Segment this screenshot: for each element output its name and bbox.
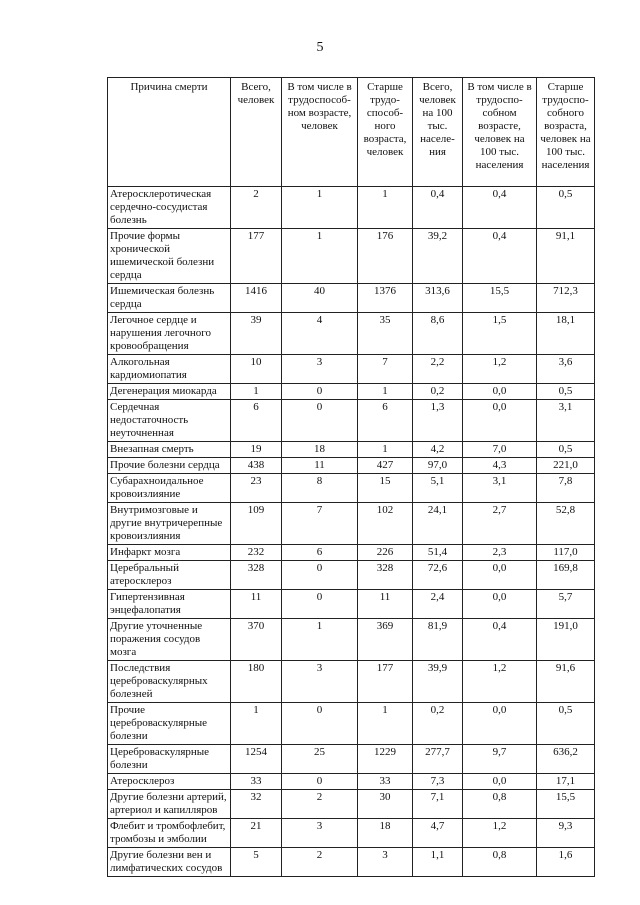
row-total: 438 xyxy=(231,458,282,474)
table-row xyxy=(108,400,595,442)
row-total-per-100k: 8,6 xyxy=(413,313,463,355)
row-working-age: 11 xyxy=(282,458,358,474)
table-row xyxy=(108,561,595,590)
row-working-age-per-100k: 2,7 xyxy=(463,503,537,545)
row-working-age-per-100k: 0,8 xyxy=(463,848,537,877)
row-total-per-100k: 81,9 xyxy=(413,619,463,661)
row-over-working-age: 1229 xyxy=(358,745,413,774)
row-over-working-age: 7 xyxy=(358,355,413,384)
row-total-per-100k: 4,7 xyxy=(413,819,463,848)
row-over-working-age-per-100k: 0,5 xyxy=(537,384,595,400)
row-over-working-age: 1 xyxy=(358,703,413,745)
row-cause: Прочие болезни сердца xyxy=(108,458,231,474)
row-cause: Легочное сердце и нарушения легочного кровообращения xyxy=(108,313,231,355)
row-over-working-age: 1376 xyxy=(358,284,413,313)
row-working-age-per-100k: 0,4 xyxy=(463,619,537,661)
row-total: 232 xyxy=(231,545,282,561)
row-over-working-age-per-100k: 7,8 xyxy=(537,474,595,503)
row-total-per-100k: 0,4 xyxy=(413,187,463,229)
row-cause: Другие болезни вен и лимфатических сосудов xyxy=(108,848,231,877)
row-cause: Сердечная недостаточность неуточненная xyxy=(108,400,231,442)
row-total: 109 xyxy=(231,503,282,545)
row-over-working-age: 226 xyxy=(358,545,413,561)
table-row xyxy=(108,848,595,877)
row-over-working-age: 3 xyxy=(358,848,413,877)
row-over-working-age-per-100k: 169,8 xyxy=(537,561,595,590)
row-cause: Внезапная смерть xyxy=(108,442,231,458)
row-working-age-per-100k: 0,0 xyxy=(463,590,537,619)
row-working-age: 1 xyxy=(282,229,358,284)
row-cause: Внутримозговые и другие внутричерепные кровоизлияния xyxy=(108,503,231,545)
row-working-age-per-100k: 1,2 xyxy=(463,355,537,384)
row-working-age-per-100k: 3,1 xyxy=(463,474,537,503)
row-total: 5 xyxy=(231,848,282,877)
table-row xyxy=(108,790,595,819)
row-working-age-per-100k: 2,3 xyxy=(463,545,537,561)
table-row xyxy=(108,474,595,503)
row-cause: Гипертензивная энцефалопатия xyxy=(108,590,231,619)
header-over-working-age-per-100k: Старше трудоспо-собного возраста, человек на 100 тыс. населения xyxy=(537,78,595,187)
table-header-row xyxy=(108,78,595,187)
table-row xyxy=(108,458,595,474)
row-total: 10 xyxy=(231,355,282,384)
row-over-working-age: 369 xyxy=(358,619,413,661)
row-over-working-age-per-100k: 18,1 xyxy=(537,313,595,355)
row-total-per-100k: 24,1 xyxy=(413,503,463,545)
row-total: 23 xyxy=(231,474,282,503)
row-working-age: 1 xyxy=(282,187,358,229)
row-over-working-age-per-100k: 15,5 xyxy=(537,790,595,819)
table-row xyxy=(108,819,595,848)
table-row xyxy=(108,313,595,355)
row-total-per-100k: 0,2 xyxy=(413,384,463,400)
row-over-working-age-per-100k: 5,7 xyxy=(537,590,595,619)
row-working-age: 3 xyxy=(282,661,358,703)
table-row xyxy=(108,774,595,790)
row-cause: Атеросклероз xyxy=(108,774,231,790)
row-over-working-age-per-100k: 117,0 xyxy=(537,545,595,561)
row-total: 177 xyxy=(231,229,282,284)
mortality-table xyxy=(107,77,595,877)
row-working-age-per-100k: 9,7 xyxy=(463,745,537,774)
row-total-per-100k: 39,9 xyxy=(413,661,463,703)
table-row xyxy=(108,503,595,545)
row-total-per-100k: 313,6 xyxy=(413,284,463,313)
row-working-age: 1 xyxy=(282,619,358,661)
row-over-working-age: 328 xyxy=(358,561,413,590)
row-over-working-age: 177 xyxy=(358,661,413,703)
row-total-per-100k: 2,2 xyxy=(413,355,463,384)
row-over-working-age-per-100k: 191,0 xyxy=(537,619,595,661)
table-row xyxy=(108,187,595,229)
row-over-working-age-per-100k: 17,1 xyxy=(537,774,595,790)
row-cause: Цереброваскулярные болезни xyxy=(108,745,231,774)
row-total-per-100k: 7,1 xyxy=(413,790,463,819)
row-cause: Ишемическая болезнь сердца xyxy=(108,284,231,313)
row-cause: Атеросклеротическая сердечно-сосудистая болезнь xyxy=(108,187,231,229)
row-working-age-per-100k: 0,4 xyxy=(463,229,537,284)
row-total-per-100k: 39,2 xyxy=(413,229,463,284)
table-body xyxy=(108,187,595,877)
row-working-age: 0 xyxy=(282,384,358,400)
row-cause: Прочие цереброваскулярные болезни xyxy=(108,703,231,745)
row-working-age: 25 xyxy=(282,745,358,774)
table-row xyxy=(108,229,595,284)
row-working-age-per-100k: 0,0 xyxy=(463,774,537,790)
row-working-age: 4 xyxy=(282,313,358,355)
header-working-age-per-100k: В том числе в трудоспо-собном возрасте, человек на 100 тыс. населения xyxy=(463,78,537,187)
row-over-working-age-per-100k: 3,1 xyxy=(537,400,595,442)
row-working-age: 2 xyxy=(282,790,358,819)
row-over-working-age-per-100k: 221,0 xyxy=(537,458,595,474)
row-working-age: 0 xyxy=(282,703,358,745)
header-working-age: В том числе в трудоспособ-ном возрасте, человек xyxy=(282,78,358,187)
row-cause: Прочие формы хронической ишемической болезни сердца xyxy=(108,229,231,284)
row-total-per-100k: 97,0 xyxy=(413,458,463,474)
row-cause: Флебит и тромбофлебит, тромбозы и эмболии xyxy=(108,819,231,848)
row-cause: Другие уточненные поражения сосудов мозга xyxy=(108,619,231,661)
row-over-working-age-per-100k: 91,6 xyxy=(537,661,595,703)
row-working-age-per-100k: 0,0 xyxy=(463,703,537,745)
row-over-working-age-per-100k: 0,5 xyxy=(537,442,595,458)
row-working-age-per-100k: 7,0 xyxy=(463,442,537,458)
table-row xyxy=(108,545,595,561)
row-working-age-per-100k: 1,2 xyxy=(463,819,537,848)
row-over-working-age-per-100k: 91,1 xyxy=(537,229,595,284)
table-row xyxy=(108,442,595,458)
row-total-per-100k: 5,1 xyxy=(413,474,463,503)
row-working-age: 3 xyxy=(282,819,358,848)
table-row xyxy=(108,745,595,774)
row-total: 370 xyxy=(231,619,282,661)
row-working-age: 8 xyxy=(282,474,358,503)
row-over-working-age-per-100k: 1,6 xyxy=(537,848,595,877)
row-working-age: 40 xyxy=(282,284,358,313)
row-over-working-age-per-100k: 52,8 xyxy=(537,503,595,545)
header-cause: Причина смерти xyxy=(108,78,231,187)
row-total-per-100k: 7,3 xyxy=(413,774,463,790)
row-total: 39 xyxy=(231,313,282,355)
table-row xyxy=(108,355,595,384)
table-row xyxy=(108,284,595,313)
row-total-per-100k: 1,3 xyxy=(413,400,463,442)
row-working-age-per-100k: 0,8 xyxy=(463,790,537,819)
row-over-working-age: 15 xyxy=(358,474,413,503)
row-over-working-age: 18 xyxy=(358,819,413,848)
row-over-working-age: 33 xyxy=(358,774,413,790)
row-total: 32 xyxy=(231,790,282,819)
row-over-working-age-per-100k: 0,5 xyxy=(537,703,595,745)
row-working-age: 2 xyxy=(282,848,358,877)
row-total-per-100k: 277,7 xyxy=(413,745,463,774)
row-total: 1 xyxy=(231,703,282,745)
row-total-per-100k: 0,2 xyxy=(413,703,463,745)
row-total: 1254 xyxy=(231,745,282,774)
row-cause: Церебральный атеросклероз xyxy=(108,561,231,590)
row-working-age: 7 xyxy=(282,503,358,545)
row-total: 19 xyxy=(231,442,282,458)
row-over-working-age-per-100k: 0,5 xyxy=(537,187,595,229)
row-working-age-per-100k: 0,0 xyxy=(463,561,537,590)
row-total-per-100k: 51,4 xyxy=(413,545,463,561)
header-total: Всего, человек xyxy=(231,78,282,187)
row-over-working-age: 102 xyxy=(358,503,413,545)
row-over-working-age: 11 xyxy=(358,590,413,619)
row-total: 180 xyxy=(231,661,282,703)
row-over-working-age-per-100k: 9,3 xyxy=(537,819,595,848)
row-total-per-100k: 2,4 xyxy=(413,590,463,619)
row-cause: Алкогольная кардиомиопатия xyxy=(108,355,231,384)
row-working-age-per-100k: 4,3 xyxy=(463,458,537,474)
row-total: 328 xyxy=(231,561,282,590)
row-over-working-age: 176 xyxy=(358,229,413,284)
row-over-working-age-per-100k: 3,6 xyxy=(537,355,595,384)
row-working-age-per-100k: 15,5 xyxy=(463,284,537,313)
row-over-working-age: 427 xyxy=(358,458,413,474)
row-working-age: 6 xyxy=(282,545,358,561)
row-total-per-100k: 4,2 xyxy=(413,442,463,458)
row-working-age: 0 xyxy=(282,590,358,619)
header-total-per-100k: Всего, человек на 100 тыс. населе-ния xyxy=(413,78,463,187)
row-cause: Дегенерация миокарда xyxy=(108,384,231,400)
row-cause: Другие болезни артерий, артериол и капилляров xyxy=(108,790,231,819)
row-working-age-per-100k: 0,4 xyxy=(463,187,537,229)
row-working-age: 0 xyxy=(282,561,358,590)
row-over-working-age: 30 xyxy=(358,790,413,819)
row-total: 2 xyxy=(231,187,282,229)
table-row xyxy=(108,703,595,745)
row-total: 1416 xyxy=(231,284,282,313)
row-cause: Последствия цереброваскулярных болезней xyxy=(108,661,231,703)
row-total-per-100k: 72,6 xyxy=(413,561,463,590)
row-total-per-100k: 1,1 xyxy=(413,848,463,877)
row-over-working-age: 1 xyxy=(358,442,413,458)
table-row xyxy=(108,619,595,661)
table-row xyxy=(108,661,595,703)
row-over-working-age-per-100k: 712,3 xyxy=(537,284,595,313)
row-total: 33 xyxy=(231,774,282,790)
page-number: 5 xyxy=(316,40,324,55)
row-working-age: 0 xyxy=(282,400,358,442)
row-working-age-per-100k: 0,0 xyxy=(463,384,537,400)
row-total: 21 xyxy=(231,819,282,848)
row-working-age-per-100k: 0,0 xyxy=(463,400,537,442)
row-over-working-age: 1 xyxy=(358,384,413,400)
row-over-working-age: 35 xyxy=(358,313,413,355)
row-over-working-age: 6 xyxy=(358,400,413,442)
row-cause: Инфаркт мозга xyxy=(108,545,231,561)
row-total: 1 xyxy=(231,384,282,400)
row-over-working-age: 1 xyxy=(358,187,413,229)
table-row xyxy=(108,590,595,619)
table-row xyxy=(108,384,595,400)
row-working-age: 3 xyxy=(282,355,358,384)
row-working-age-per-100k: 1,5 xyxy=(463,313,537,355)
row-working-age: 0 xyxy=(282,774,358,790)
row-working-age-per-100k: 1,2 xyxy=(463,661,537,703)
row-working-age: 18 xyxy=(282,442,358,458)
row-total: 6 xyxy=(231,400,282,442)
row-total: 11 xyxy=(231,590,282,619)
row-cause: Субарахноидальное кровоизлияние xyxy=(108,474,231,503)
header-over-working-age: Старше трудо-способ-ного возраста, человек xyxy=(358,78,413,187)
row-over-working-age-per-100k: 636,2 xyxy=(537,745,595,774)
